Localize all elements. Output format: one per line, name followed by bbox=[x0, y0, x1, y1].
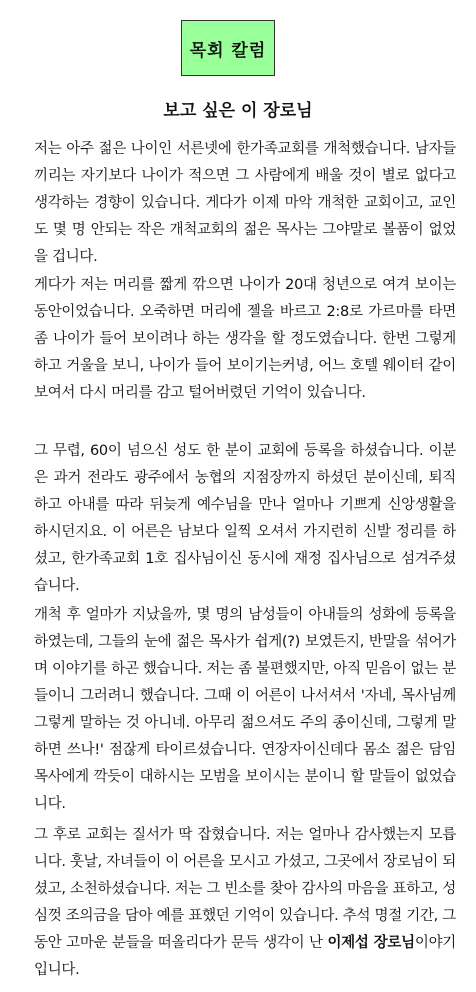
paragraph-1: 저는 아주 젊은 나이인 서른넷에 한가족교회를 개척했습니다. 남자들끼리는 자기보다 나이가 적으면 그 사람에게 배울 것이 별로 없다고 생각하는 경향이 있습니다. 게다가 이제 마악 개척한 교회이고, 교인도 몇 명 안되는 작은 개척교회의 젊은 목사는 그야말로 볼품이 없었을 겁니다. bbox=[34, 141, 456, 265]
column-header-box bbox=[181, 20, 275, 76]
elder-name: 이제섭 장로님 bbox=[327, 935, 415, 951]
paragraph-3: 그 무렵, 60이 넘으신 성도 한 분이 교회에 등록을 하셨습니다. 이분은 과거 전라도 광주에서 농협의 지점장까지 하셨던 분이신데, 퇴직하고 아내를 따라 뒤늦게 예수님을 만나 얼마나 기쁘게 신앙생활을 하시던지요. 이 어른은 남보다 일찍 오셔서 가지런히 신발 정리를 하셨고, 한가족교회 1호 집사님이신 동시에 재정 집사님으로 섬겨주셨습니다. bbox=[34, 443, 456, 594]
column-header-label: 목회 칼럼 bbox=[189, 40, 267, 61]
paragraph-4: 개척 후 얼마가 지났을까, 몇 명의 남성들이 아내들의 성화에 등록을 하였는데, 그들의 눈에 젊은 목사가 쉽게(?) 보였든지, 반말을 섞어가며 이야기를 하곤 했습니다. 저는 좀 불편했지만, 아직 믿음이 없는 분들이니 그러려니 했습니다. 그때 이 어른이 나서셔서 '자네, 목사님께 그렇게 말하는 것 아니네. 아무리 젊으셔도 주의 종이신데, 그렇게 말하면 쓰나!' 점잖게 타이르셨습니다. 연장자이신데다 몸소 젊은 담임목사에게 깍듯이 대하시는 모범을 보이시는 분이니 할 말들이 없었습니다. bbox=[34, 607, 456, 812]
paragraph-2: 게다가 저는 머리를 짧게 깎으면 나이가 20대 청년으로 여겨 보이는 동안이었습니다. 오죽하면 머리에 젤을 바르고 2:8로 가르마를 타면 좀 나이가 들어 보이려나 하는 생각을 할 정도였습니다. 한번 그렇게 하고 거울을 보니, 나이가 들어 보이기는커녕, 어느 호텔 웨이터 같이 보여서 다시 머리를 감고 털어버렸던 기억이 있습니다. bbox=[34, 277, 456, 401]
paragraph-5-tail: 이야기입니다. bbox=[34, 935, 456, 978]
paragraph-5 bbox=[34, 822, 456, 984]
article-title: 보고 싶은 이 장로님 bbox=[163, 101, 313, 121]
paragraph-5-text: 그 후로 교회는 질서가 딱 잡혔습니다. 저는 얼마나 감사했는지 모릅니다. 훗날, 자녀들이 이 어른을 모시고 가셨고, 그곳에서 장로님이 되셨고, 소천하셨습니다. 저는 그 빈소를 찾아 감사의 마음을 표하고, 성심껏 조의금을 담아 예를 표했던 기억이 있습니다. 추석 명절 기간, 그동안 고마운 분들을 떠올리다가 문득 생각이 난 bbox=[34, 827, 456, 951]
